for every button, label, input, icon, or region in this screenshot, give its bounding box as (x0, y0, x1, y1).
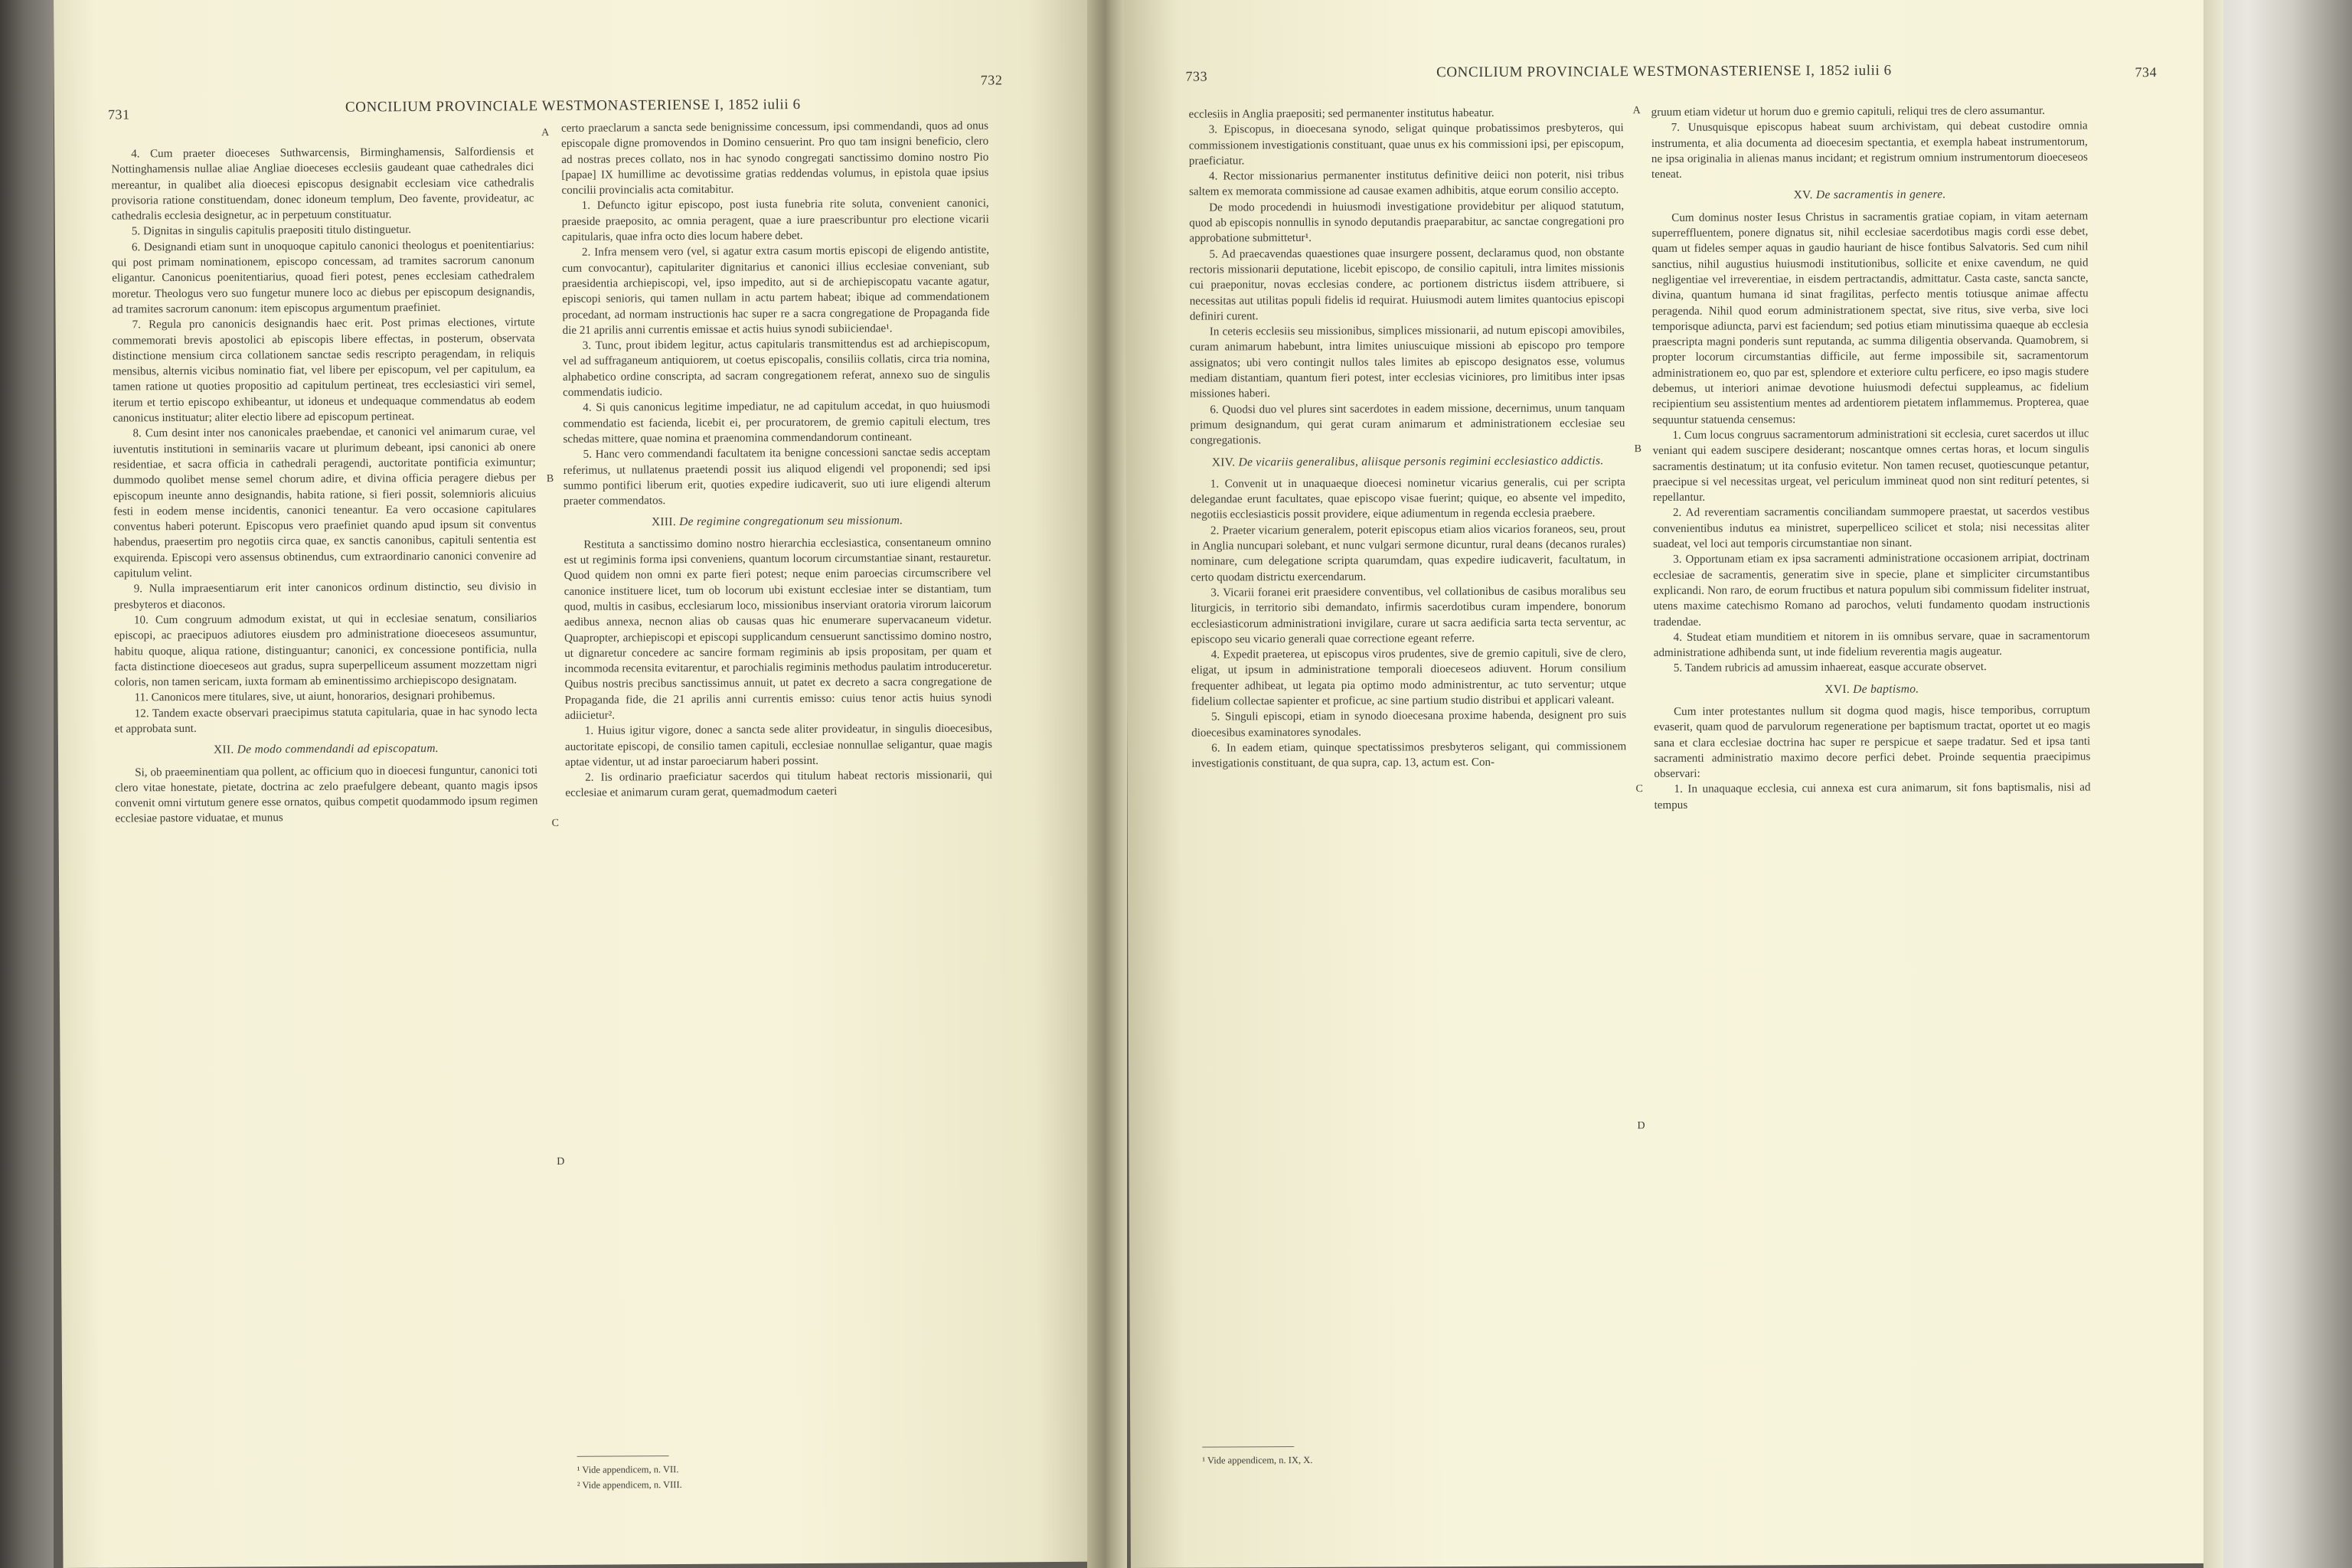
running-title: CONCILIUM PROVINCIALE WESTMONASTERIENSE I, 1852 iulii 6 (345, 96, 801, 116)
paragraph: 5. Hanc vero commendandi facultatem ita benigne concessioni sanctae sedis acceptam referimus, ut nullatenus praetendi possit ius aliquod eligendi vel proponendi; sed ipsi summo pontifici liberum erit, quoties expedire iudicaverit, suo uti iure eligendi alterum praeter commendatos. (563, 446, 991, 508)
paragraph: 3. Vicarii foranei erit praesidere conventibus, vel collationibus de casibus moralibus seu liturgicis, in territorio sibi demandato, infirmis sacerdotibus curam impendere, bonorum ecclesiasticorum administrationi invigilare, curare ut sacra aedificia sarta tecta serventur, ac episcopo seu vicario generali quae correctione egeant referre. (1191, 585, 1626, 646)
margin-letter: A (541, 127, 550, 139)
paragraph: 1. Huius igitur vigore, donec a sancta sede aliter provideatur, in singulis dioecesibus, auctoritate episcopi, de consilio tamen capituli, ecclesiae nonnullae seligantur, quae magis aptae videntur, ut ad instar paroeciarum haberi possint. (564, 722, 993, 769)
page-number: 732 (980, 72, 1003, 88)
margin-letter: A (1632, 105, 1641, 117)
paragraph: Restituta a sanctissimo domino nostro hierarchia ecclesiastica, consentaneum omnino est ut regiminis forma ipsi conveniens, quantum locorum circumstantiae sinant, restauretur. Quod quidem non omni ex parte fieri potest; neque enim paroecias circumscribere vel canonice instituere licet, tum ob locorum ubi existunt ecclesiae inter se distantiam, tum quod, multis in casibus, ecclesiarum loco, missionibus inserviant oratoria virorum laicorum aedibus annexa, necnon alias ob causas quas hic enumerare supervacaneum videtur. Quapropter, archiepiscopi et episcopi supplicandum censuerunt sanctissimo domino nostro, ut dignaretur concedere ac sancire formam regiminis ab ipsis propositam, per quam et incommoda recensita evitarentur, et parochialis regiminis methodus paulatim introduceretur. Quibus nostris precibus sanctissimus annuit, ut patet ex decreto a sacra congregatione de Propaganda fide, die 21 aprilis anni currentis emisso: cuius tenor actis huius synodi adiicietur². (564, 536, 992, 722)
section-number: XIII. (651, 515, 677, 529)
paragraph: 3. Episcopus, in dioecesana synodo, seligat quinque probatissimos presbyteros, qui commissionem investigationis constituant, quae unus ex his commissioni ipsi, per episcopum, praeficiatur. (1188, 122, 1624, 168)
paragraph: 3. Opportunam etiam ex ipsa sacramenti administratione occasionem arripiat, doctrinam ecclesiae de sacramentis, generatim sive in specie, plane et simpliciter circumstantibus explicandi. Non raro, de eorum fructibus et natura populum sibi commissum fideliter instruat, utens maxime catechismo Romano ad parochos, veluti fundamento quodam instructionis tradendae. (1653, 551, 2090, 629)
paragraph: 4. Studeat etiam munditiem et nitorem in iis omnibus servare, quae in sacramentorum administratione adhibenda sunt, ut inde fidelium reverentia magis augeatur. (1653, 629, 2090, 660)
left-page-header (54, 72, 1092, 122)
paragraph: 2. Iis ordinario praeficiatur sacerdos qui titulum habeat rectoris missionarii, qui ecclesiae et animarum curam gerat, quemadmodum caeteri (565, 769, 993, 800)
footnote: ¹ Vide appendicem, n. VII. (577, 1464, 679, 1475)
paragraph: certo praeclarum a sancta sede benignissime concessum, ipsi commendandi, quos ad onus episcopale digne promovendos in Domino censuerint. Pro quo tam insigni beneficio, clero ad nostras preces collato, nos in hac synodo congregati sanctissimo domino nostro Pio [papae] IX humillime ac devotissime gratias reddendas volumus, in epistola quae ipsius concilii provincialis acta comitabitur. (560, 119, 989, 198)
section-heading (564, 513, 991, 531)
section-number: XIV. (1211, 455, 1236, 469)
paragraph: 2. Ad reverentiam sacramentis conciliandam summopere praestat, ut sacerdos vestibus convenientibus indutus ea ministret, superpelliceo scilicet et stola; nisi necessitas aliter suadeat, vel loci aut temporis circumstantiae non sinant. (1652, 505, 2090, 551)
section-title: De regimine congregationum seu missionum. (679, 514, 903, 529)
section-heading (1654, 681, 2090, 698)
paragraph: 5. Tandem rubricis ad amussim inhaereat, easque accurate observet. (1673, 661, 1987, 675)
paragraph: 7. Regula pro canonicis designandis haec erit. Post primas electiones, virtute commemorati brevis apostolici ab episcopis libere effectas, in posterum, observata distinctione mensium circa collationem sanctae sedis rescripto peragendam, in reliquis mensibus, alternis vicibus nominatio fiat, vel libere per episcopum, vel per capitulum, ea tamen ratione ut quoties propositio ad capitulum pertineat, tres ecclesiastici viri semel, iterum et tertio episcopo exhibeantur, ut idoneus et undequaque commendatus ab eodem canonicus instituatur; aliter electio libere ad episcopum pertineat. (112, 316, 536, 425)
paragraph: Cum dominus noster Iesus Christus in sacramentis gratiae copiam, in vitam aeternam superreffluentem, ponere dignatus sit, nihil ecclesiae sacerdotibus magis cordi esse debet, quam ut fideles semper aquas in gaudio hauriant de hisce fontibus Salvatoris. Sed cum nihil sanctius, nihil augustius huiusmodi institutionibus, sollicite et enixe cavendum, ne quid negligentiae vel irreverentiae, in eisdem pertractandis, admittatur. Casta caste, sancta sancte, divina, quantum humana id sinat fragilitas, perfecto mentis totiusque animae affectu peragenda. Nihil quod eorum administrationem spectat, sive ritus, sive verba, sive loci temporisque adiuncta, parvi est faciendum; sed potius etiam minutissima quaeque ab ecclesia praescripta magni ponderis sunt reputanda, ac summa diligentia observanda. Quamobrem, si propter locorum circumstantias difficile, aut ferme impossibile sit, sacramentorum administrationem eo, quo par est, splendore et exteriore cultu perficere, eo ipso magis studere debemus, ut interiori animae devotione huiusmodi defectui suppleamus, ac fidelium recipientium seu assistentium mentes ad ardentiorem pietatem inflammemus. Propterea, quae sequuntur statuenda censemus: (1651, 210, 2089, 426)
left-page-column-2 (561, 119, 992, 802)
paragraph: ecclesiis in Anglia praepositi; sed permanenter institutus habeatur. (1188, 106, 1494, 121)
paragraph: De modo procedendi in huiusmodi investigatione providebitur per aliquod statutum, quod ab episcopis nonnullis in synodo deputandis praeparabitur, ac sanctae congregationi pro approbatione submittetur¹. (1189, 199, 1625, 246)
paragraph: 3. Tunc, prout ibidem legitur, actus capitularis transmittendus est ad archiepiscopum, vel ad suffraganeum antiquiorem, ut coetus episcopalis, consiliis collatis, circa tria nomina, alphabetico ordine conscripta, ad sacram congregationem referat, annexo suo de singulis commendatis iudicio. (562, 337, 991, 399)
section-number: XVI. (1824, 682, 1851, 696)
paragraph: 1. Convenit ut in unaquaeque dioecesi nominetur vicarius generalis, cui per scripta delegandae erunt facultates, quae episcopo visae fuerint; quique, eo absente vel impedito, negotiis ecclesiasticis possit providere, eique adiumentum in regenda ecclesia praebere. (1190, 475, 1625, 522)
right-page (1124, 0, 2210, 1568)
section-title: De vicariis generalibus, aliisque personis regimini ecclesiastico addictis. (1238, 453, 1604, 469)
left-page-column-1 (111, 144, 537, 827)
paragraph: 9. Nulla impraesentiarum erit inter canonicos ordinum distinctio, seu divisio in presbyteros et diaconos. (113, 580, 537, 612)
footnote: ² Vide appendicem, n. VIII. (577, 1479, 682, 1491)
paragraph: 11. Canonicos mere titulares, sive, ut aiunt, honorarios, designari prohibemus. (134, 689, 495, 704)
paragraph: 10. Cum congruum admodum existat, ut qui in ecclesiae senatum, consiliarios episcopi, ac praecipuos adiutores eiusdem pro administratione dioeceseos assumuntur, habitu quoque, aliqua ratione, distinguantur; canonici, ex concessione pontificia, nulla facta distinctione dioeceseos aut gradus, supra superpelliceum assument mozzettam nigri coloris, non tamen sericam, iuxta formam ab eminentissimo archiepiscopo designatam. (114, 612, 537, 689)
book-fore-edge (2203, 0, 2352, 1568)
running-title: CONCILIUM PROVINCIALE WESTMONASTERIENSE I, 1852 iulii 6 (1436, 62, 1892, 81)
paragraph: 6. Quodsi duo vel plures sint sacerdotes in eadem missione, decernimus, unum tanquam primum designandum, qui gerat curam animarum et administrationem ecclesiae seu congregationis. (1190, 401, 1625, 447)
paragraph: 2. Infra mensem vero (vel, si agatur extra casum mortis episcopi de eligendo antistite, cum convocantur), capitulariter dignitarius et canonici illius ecclesiae conveniant, sub praesidentia archiepiscopi, vel, ipso impedito, aut si de archiepiscopatu vacante agatur, episcopi senioris, qui tamen nullam in actu partem habeat; ibique ad commendationem procedant, ad normam instructionis hac super re a sacra congregatione de Propaganda fide die 21 aprilis anni currentis emissae et actis huius synodi subiiciendae¹. (562, 243, 990, 337)
footnote-rule (577, 1455, 669, 1457)
paragraph: 1. Defuncto igitur episcopo, post iusta funebria rite soluta, convenient canonici, praeside praeposito, ac omnia peragent, quae a iure praescribuntur pro electione vicarii capitularis, quae infra octo dies locum habere debet. (561, 198, 989, 244)
paragraph: 12. Tandem exacte observari praecipimus statuta capitularia, quae in hac synodo lecta et approbata sunt. (114, 704, 537, 736)
margin-letter: B (1634, 443, 1642, 456)
paragraph: 4. Rector missionarius permanenter institutus definitive deiici non poterit, nisi tribus saltem ex memorata commissione ad causae examen adhibitis, atque eorum consilio accepto. (1189, 168, 1625, 199)
footnote: ¹ Vide appendicem, n. IX, X. (1202, 1454, 1313, 1466)
section-title: De modo commendandi ad episcopatum. (237, 742, 439, 756)
right-page-header (1124, 61, 2203, 96)
paragraph: 5. Ad praecavendas quaestiones quae insurgere possent, declaramus quod, non obstante rectoris missionarii deputatione, licebit episcopo, de consilio capituli, intra limites missionis cui praeponitur, novas ecclesias condere, ac portionem districtus iisdem attribuere, si necessitas aut utilitas populi fidelis id requirat. Huiusmodi autem limites quantocius episcopi definiri curent. (1189, 246, 1625, 323)
section-title: De sacramentis in genere. (1815, 188, 1946, 202)
paragraph: 6. In eadem etiam, quinque spectatissimos presbyteros seligant, qui commissionem investigationis constituant, de qua supra, cap. 13, actum est. Con- (1191, 740, 1627, 770)
paragraph: 6. Designandi etiam sunt in unoquoque capitulo canonici theologus et poenitentiarius: qui post primam nominationem, episcopo concessam, ad tramites sacrorum canonum eligantur. Canonicus poenitentiarius, quoad fieri potest, penes ecclesiam cathedralem moretur. Theologus vero suo fungetur munere loco ac diebus per episcopum designandis, ad tramites sacrorum canonum: item episcopus argumentum praefiniet. (112, 238, 535, 316)
right-page-column-2 (1651, 103, 2091, 814)
book-cover-edge (0, 0, 54, 1568)
page-number: 734 (2135, 64, 2158, 80)
page-number: 731 (107, 106, 130, 122)
margin-letter: D (557, 1155, 565, 1168)
paragraph: In ceteris ecclesiis seu missionibus, simplices missionarii, ad nutum episcopi amovibiles, curam animarum habebunt, intra limites uniuscuique missioni ab episcopo pro tempore assignatos; ubi vero contingit nullos tales limites ab episcopo designatos esse, volumus mediam distantiam, quantum fieri potest, inter ecclesias viciniores, pro limitibus inter ipsas missiones haberi. (1189, 324, 1625, 400)
paragraph: 4. Si quis canonicus legitime impediatur, ne ad capitulum accedat, in quo huiusmodi commendatio est facienda, licebit ei, per procuratorem, de gremio capituli electum, tres schedas mittere, quae nomina et praenomina commendandorum contineant. (563, 399, 991, 446)
paragraph: 1. In unaquaque ecclesia, cui annexa est cura animarum, sit fons baptismalis, nisi ad tempus (1654, 781, 2091, 812)
paragraph: Cum inter protestantes nullum sit dogma quod magis, hisce temporibus, corruptum evaserit, quam quod de parvulorum regeneratione per baptismum tractat, oportet ut eo magis sana et clara ecclesiae doctrina hac super re perspicue et saepe tradatur. Sed et ipsa tanti sacramenti administratio maximo decore perfici debet. Proinde sequentia praecipimus observari: (1654, 704, 2091, 781)
paragraph: 5. Dignitas in singulis capitulis praepositi titulo distinguetur. (131, 224, 412, 238)
margin-letter: B (546, 473, 554, 485)
book-gutter (1087, 0, 1127, 1568)
margin-letter: D (1637, 1120, 1645, 1132)
paragraph: 5. Singuli episcopi, etiam in synodo dioecesana proxime habenda, designent pro suis dioecesibus examinatores synodales. (1191, 709, 1627, 740)
section-number: XII. (213, 743, 234, 757)
paragraph: Si, ob praeeminentiam qua pollent, ac officium quo in dioecesi funguntur, canonici toti clero vitae honestate, pietate, doctrina ac zelo praefulgere debeant, quanto magis ipsos convenit omni virtutum genere esse ornatos, quibus competit quodammodo ipsum regimen ecclesiae pastore viduatae, et munus (115, 763, 538, 825)
margin-letter: C (1635, 783, 1643, 795)
paragraph: 1. Cum locus congruus sacramentorum administrationi sit ecclesia, curet sacerdos ut illuc veniant qui eadem suscipere desiderant; noscantque omnes certas horas, et locum singulis sacramentis destinatum; ut ita confusio evitetur. Non tamen recuset, quotiescunque petantur, praecipue si vel necessitas urgeat, vel periculum immineat quod non sint rediturí petentes, si repellantur. (1652, 427, 2089, 505)
page-number: 733 (1185, 68, 1208, 84)
section-number: XV. (1793, 188, 1813, 202)
margin-letter: C (551, 817, 559, 830)
section-heading (115, 740, 537, 759)
footnote-rule (1202, 1446, 1294, 1448)
left-page (54, 0, 1100, 1568)
paragraph: 7. Unusquisque episcopus habeat suum archivistam, qui debeat custodire omnia instrumenta, et alia documenta ad dioecesim spectantia, et exempla habeat instrumentorum, ne ipsa originalia in alienas manus incidant; et registrum omnium instrumentorum dioeceseos teneat. (1651, 119, 2088, 181)
section-title: De baptismo. (1853, 682, 1919, 696)
paragraph: 4. Cum praeter dioeceses Suthwarcensis, Birminghamensis, Salfordiensis et Nottinghamensis nullae aliae Angliae dioeceses ecclesiis gaudeant quae cathedrales dici mereantur, in qualibet alia dioecesi episcopus designabit ecclesiam vice cathedralis provisoria ratione constituendam, donec idoneum templum, Deo favente, provideatur, ac cathedralis ecclesia designetur, ac in perpetuum constituatur. (111, 145, 534, 223)
paragraph: 4. Expedit praeterea, ut episcopus viros prudentes, sive de gremio capituli, sive de clero, eligat, ut ipsum in administratione temporali dioeceseos adiuvent. Horum consilium frequenter adhibeat, ut legata pia optimo modo administrentur, ac tuto serventur; utque fidelium collectae sapienter et proficue, ac sine partium studio distribui et applicari valeant. (1191, 647, 1626, 708)
paragraph: 8. Cum desint inter nos canonicales praebendae, et canonici vel animarum curae, vel iuventutis institutioni in seminariis vacare ut plurimum debeant, ipsi canonici ab onere residentiae, et sacra officia in cathedrali peragendi, auctoritate pontificia eximuntur; dummodo quolibet mense semel chorum adire, et divina officia peragere diebus per episcopum ineunte anno designandis, habita ratione, si fieri possit, solemnioris alicuius festi in eodem mense incidentis, canonici teneantur. Ea vero occasione capitulares conventus haberi poterunt. Episcopus vero praefiniet quando apud ipsum sit conventus habendus, praesertim pro negotiis circa quae, ex sanctis canonibus, capituli sententia est exquirenda. Episcopi vero assensus obtinendus, cum extraordinario canonici convenire ad capitulum velint. (113, 425, 537, 580)
paragraph: gruum etiam videtur ut horum duo e gremio capituli, reliqui tres de clero assumantur. (1651, 104, 2046, 119)
section-heading (1651, 187, 2088, 204)
right-page-column-1 (1189, 105, 1627, 772)
section-heading (1191, 453, 1625, 471)
paragraph: 2. Praeter vicarium generalem, poterit episcopus etiam alios vicarios foraneos, seu, prout in Anglia nuncupari solebant, et nunc vulgari sermone dicuntur, rural deans (decanos rurales) nominare, cum delegatione scripta quarumdam, quas expedire iudicaverit, facultatum, in certo quodam districtu exercendarum. (1191, 522, 1626, 584)
